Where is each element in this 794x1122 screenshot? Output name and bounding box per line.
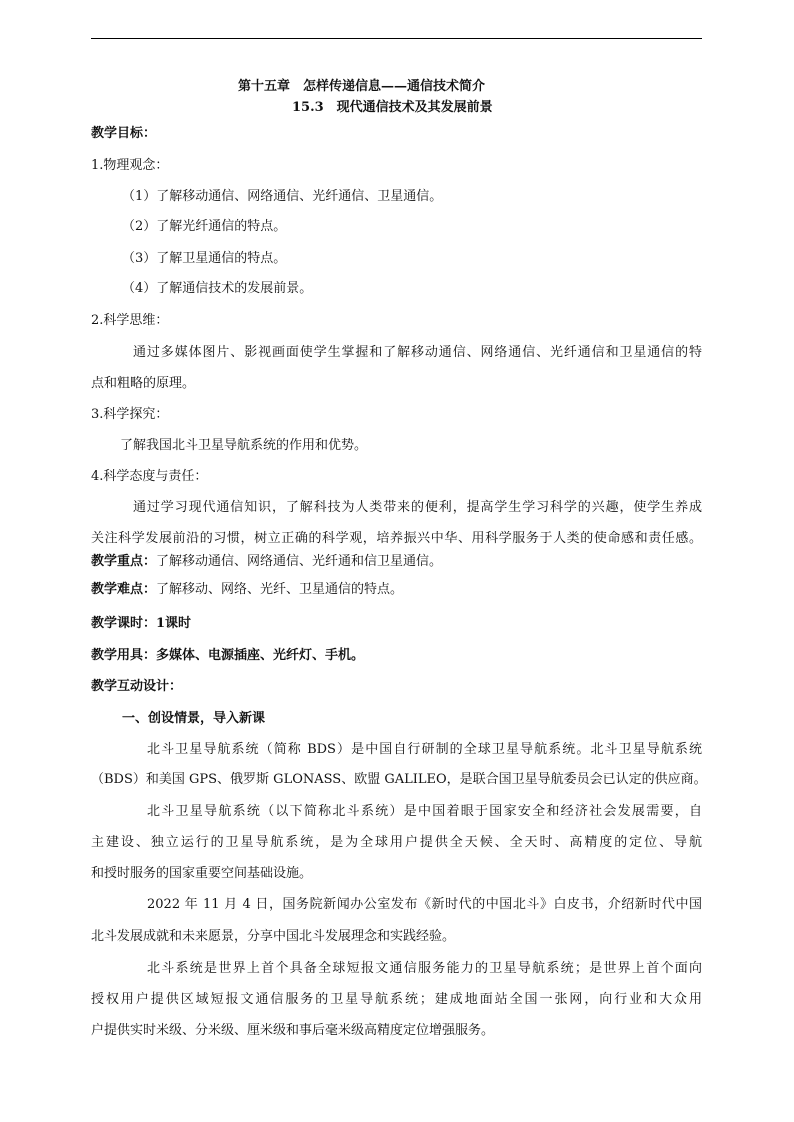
physics-concept-label: 1.物理观念：	[91, 158, 169, 173]
design-heading: 教学互动设计：	[91, 679, 183, 694]
class-hours: 教学课时：1课时	[91, 616, 192, 631]
attitude-text: 关注科学发展前沿的习惯，树立正确的科学观，培养振兴中华、用科学服务于人类的使命感和责任感。	[91, 531, 702, 546]
difficult-points-label: 教学难点：	[91, 582, 157, 597]
paragraph-line: 北斗发展成就和未来愿景，分享中国北斗发展理念和实践经验。	[91, 929, 456, 944]
paragraph-line: 授权用户提供区域短报文通信服务的卫星导航系统；建成地面站全国一张网，向行业和大众用	[91, 992, 702, 1007]
paragraph-line: 户提供实时米级、分米级、厘米级和事后毫米级高精度定位增强服务。	[91, 1023, 495, 1038]
attitude-text: 通过学习现代通信知识，了解科技为人类带来的便利，提高学生学习科学的兴趣，使学生养成	[133, 500, 702, 515]
paragraph-line: 北斗系统是世界上首个具备全球短报文通信服务能力的卫星导航系统；是世界上首个面向	[147, 961, 702, 976]
part1-title: 一、创设情景，导入新课	[122, 711, 266, 726]
paragraph-line: 北斗卫星导航系统（以下简称北斗系统）是中国着眼于国家安全和经济社会发展需要，自	[147, 804, 702, 819]
goal-item: （2）了解光纤通信的特点。	[122, 219, 287, 234]
paragraph-line: 北斗卫星导航系统（简称 BDS）是中国自行研制的全球卫星导航系统。北斗卫星导航系统	[147, 742, 702, 757]
key-points	[91, 553, 442, 571]
goal-item: （4）了解通信技术的发展前景。	[122, 281, 313, 296]
paragraph-line: 2022 年 11 月 4 日，国务院新闻办公室发布《新时代的中国北斗》白皮书，介绍新时代中国	[147, 897, 702, 912]
key-points-label: 教学重点：	[91, 554, 157, 569]
paragraph-line: （BDS）和美国 GPS、俄罗斯 GLONASS、欧盟 GALILEO，是联合国卫星导航委员会已认定的供应商。	[91, 772, 707, 787]
scientific-thinking-label: 2.科学思维：	[91, 313, 169, 328]
scientific-inquiry-label: 3.科学探究：	[91, 407, 169, 422]
goal-item: （3）了解卫星通信的特点。	[122, 251, 287, 266]
difficult-points-text: 了解移动、网络、光纤、卫星通信的特点。	[156, 582, 404, 597]
paragraph-line: 主建设、独立运行的卫星导航系统，是为全球用户提供全天候、全天时、高精度的定位、导航	[91, 835, 702, 850]
scientific-thinking-text: 点和粗略的原理。	[91, 376, 196, 391]
scientific-inquiry-text: 了解我国北斗卫星导航系统的作用和优势。	[120, 438, 368, 453]
section-title: 15.3 现代通信技术及其发展前景	[292, 100, 493, 115]
paragraph-line: 和授时服务的国家重要空间基础设施。	[91, 866, 313, 881]
key-points-text: 了解移动通信、网络通信、光纤通和信卫星通信。	[156, 554, 443, 569]
attitude-label: 4.科学态度与责任：	[91, 469, 208, 484]
header-rule	[91, 38, 702, 39]
teaching-tools: 教学用具：多媒体、电源插座、光纤灯、手机。	[91, 648, 365, 663]
scientific-thinking-text: 通过多媒体图片、影视画面使学生掌握和了解移动通信、网络通信、光纤通信和卫星通信的特	[133, 345, 702, 360]
goal-item: （1）了解移动通信、网络通信、光纤通信、卫星通信。	[122, 189, 443, 204]
goals-heading: 教学目标：	[91, 126, 157, 141]
difficult-points	[91, 581, 403, 599]
chapter-title: 第十五章 怎样传递信息——通信技术简介	[238, 79, 486, 94]
